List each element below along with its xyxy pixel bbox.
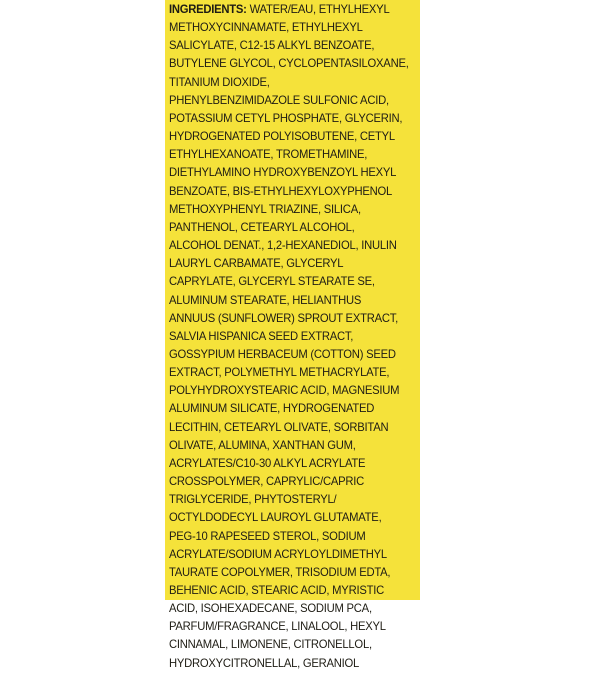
ingredients-line: TITANIUM DIOXIDE,	[169, 75, 270, 89]
ingredients-line: POTASSIUM CETYL PHOSPHATE, GLYCERIN,	[169, 111, 403, 125]
ingredients-line: SALICYLATE, C12-15 ALKYL BENZOATE,	[169, 39, 375, 53]
ingredients-line: METHOXYCINNAMATE, ETHYLHEXYL	[169, 21, 363, 35]
ingredients-line: ANNUUS (SUNFLOWER) SPROUT EXTRACT,	[169, 311, 398, 325]
ingredients-line: OCTYLDODECYL LAUROYL GLUTAMATE,	[169, 511, 382, 525]
ingredients-line: CINNAMAL, LIMONENE, CITRONELLOL,	[169, 638, 372, 652]
ingredients-line: CROSSPOLYMER, CAPRYLIC/CAPRIC	[169, 475, 365, 489]
ingredients-line: PARFUM/FRAGRANCE, LINALOOL, HEXYL	[169, 620, 386, 634]
ingredients-line: ETHYLHEXANOATE, TROMETHAMINE,	[169, 148, 368, 162]
ingredients-line: EXTRACT, POLYMETHYL METHACRYLATE,	[169, 366, 390, 380]
ingredients-line: PEG-10 RAPESEED STEROL, SODIUM	[169, 529, 366, 543]
ingredients-line: BEHENIC ACID, STEARIC ACID, MYRISTIC	[169, 584, 384, 597]
ingredients-line: ALUMINUM STEARATE, HELIANTHUS	[169, 293, 362, 307]
ingredients-line: PANTHENOL, CETEARYL ALCOHOL,	[169, 220, 355, 234]
ingredients-line: HYDROXYCITRONELLAL, GERANIOL	[169, 656, 360, 670]
ingredients-line: POLYHYDROXYSTEARIC ACID, MAGNESIUM	[169, 384, 400, 398]
ingredients-line: HYDROGENATED POLYISOBUTENE, CETYL	[169, 130, 395, 144]
ingredients-line: LAURYL CARBAMATE, GLYCERYL	[169, 257, 344, 271]
ingredients-line: ALCOHOL DENAT., 1,2-HEXANEDIOL, INULIN	[169, 239, 397, 253]
ingredients-line: ACRYLATES/C10-30 ALKYL ACRYLATE	[169, 456, 366, 470]
ingredients-list	[169, 1, 413, 673]
ingredients-line: METHOXYPHENYL TRIAZINE, SILICA,	[169, 202, 361, 216]
ingredients-line: ACRYLATE/SODIUM ACRYLOYLDIMETHYL	[169, 547, 387, 561]
ingredients-line: BENZOATE, BIS-ETHYLHEXYLOXYPHENOL	[169, 184, 393, 198]
ingredients-line: OLIVATE, ALUMINA, XANTHAN GUM,	[169, 438, 356, 452]
ingredients-line	[169, 1, 413, 19]
ingredients-line: ACID, ISOHEXADECANE, SODIUM PCA,	[169, 602, 372, 616]
ingredients-line: ALUMINUM SILICATE, HYDROGENATED	[169, 402, 375, 416]
ingredients-line: BUTYLENE GLYCOL, CYCLOPENTASILOXANE,	[169, 57, 409, 71]
ingredients-line: PHENYLBENZIMIDAZOLE SULFONIC ACID,	[169, 93, 389, 107]
ingredients-line: TRIGLYCERIDE, PHYTOSTERYL/	[169, 493, 337, 507]
ingredients-line: LECITHIN, CETEARYL OLIVATE, SORBITAN	[169, 420, 389, 434]
ingredients-line: CAPRYLATE, GLYCERYL STEARATE SE,	[169, 275, 375, 289]
ingredients-line: SALVIA HISPANICA SEED EXTRACT,	[169, 329, 354, 343]
ingredients-line: GOSSYPIUM HERBACEUM (COTTON) SEED	[169, 347, 396, 361]
ingredients-line-text: WATER/EAU, ETHYLHEXYL	[246, 3, 390, 16]
ingredients-label-panel	[165, 0, 420, 670]
ingredients-heading: INGREDIENTS:	[169, 3, 247, 16]
ingredients-line: TAURATE COPOLYMER, TRISODIUM EDTA,	[169, 565, 391, 579]
ingredients-line: DIETHYLAMINO HYDROXYBENZOYL HEXYL	[169, 166, 397, 180]
